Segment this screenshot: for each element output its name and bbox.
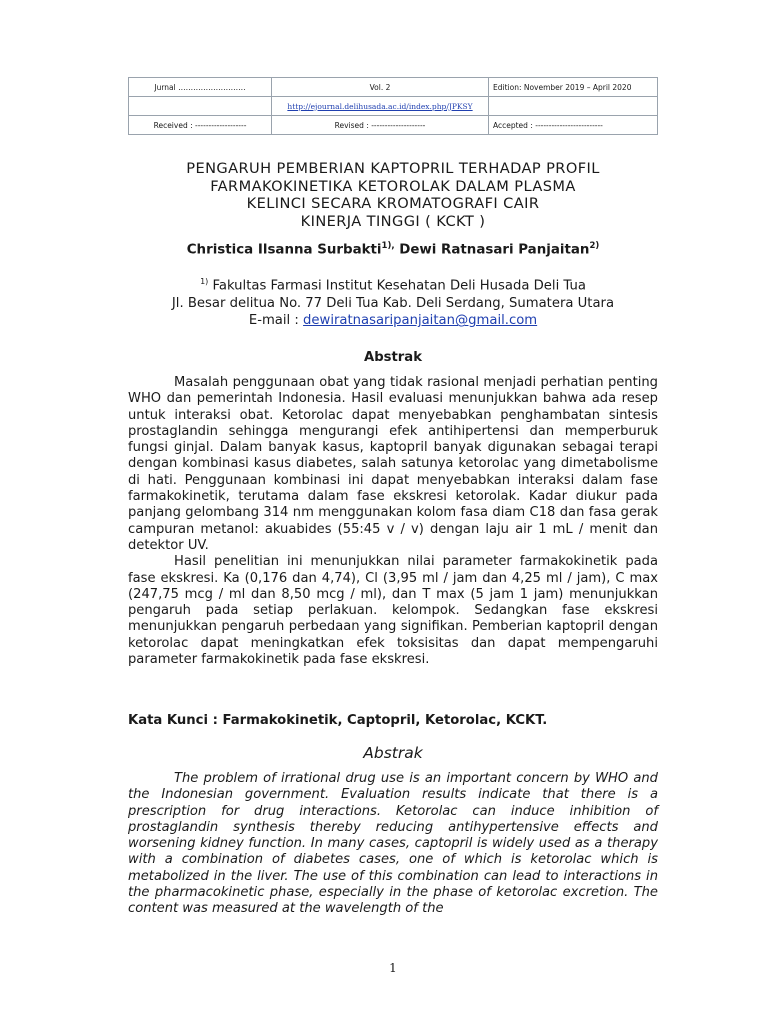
paper-title (100, 160, 686, 230)
abstract-heading-en: Abstrak (363, 744, 423, 762)
abstract-body-id (128, 375, 658, 668)
affiliation-marker: 1) (200, 277, 209, 286)
empty-cell (129, 97, 272, 116)
affiliation-address: Jl. Besar delitua No. 77 Deli Tua Kab. Deli Serdang, Sumatera Utara (171, 295, 615, 311)
journal-name-cell: Jurnal ……………………… (129, 78, 272, 97)
author-2-marker: 2) (589, 241, 600, 251)
email-label: E-mail : (248, 313, 299, 329)
abstract-heading-id: Abstrak (364, 350, 422, 365)
title-line: PENGARUH PEMBERIAN KAPTOPRIL TERHADAP PROFIL (186, 160, 600, 177)
email-link[interactable]: dewiratnasaripanjaitan@gmail.com (303, 313, 538, 329)
affiliation-line-1 (90, 273, 696, 295)
url-cell (272, 97, 489, 116)
abstract-body-en (128, 771, 658, 918)
affiliation-institution: Fakultas Farmasi Institut Kesehatan Deli Husada Deli Tua (212, 278, 586, 294)
received-cell: Received : ------------------- (129, 116, 272, 135)
accepted-cell: Accepted : ------------------------- (489, 116, 658, 135)
affiliation (90, 273, 696, 330)
page-number: 1 (389, 961, 397, 975)
title-line: FARMAKOKINETIKA KETOROLAK DALAM PLASMA (210, 177, 576, 195)
volume-cell: Vol. 2 (272, 78, 489, 97)
authors (100, 241, 686, 257)
author-1: Christica Ilsanna Surbakti (186, 242, 382, 258)
empty-cell (489, 97, 658, 116)
revised-cell: Revised : -------------------- (272, 116, 489, 135)
abstract-paragraph: The problem of irrational drug use is an important concern by WHO and the Indonesian government. Evaluation results indicate that there is a prescription for drug interactions. Ketorolac can induce inhibition of prostaglandin synthesis thereby reducing antihypertensive effects and worsening kidney function. In many cases, captopril is widely used as a therapy with a combination of diabetes cases, one of which is ketorolac which is metabolized in the liver. The use of this combination can lead to interactions in the pharmacokinetic phase, especially in the phase of ketorolac excretion. The content was measured at the wavelength of the (128, 771, 658, 917)
edition-cell: Edition: November 2019 – April 2020 (489, 78, 658, 97)
abstract-paragraph: Hasil penelitian ini menunjukkan nilai parameter farmakokinetik pada fase ekskresi. Ka (0,176 dan 4,74), Cl (3,95 ml / jam dan 4,25 ml / jam), C max (247,75 mcg / ml dan 8,50 mcg / ml), dan T max (5 jam 1 jam) menunjukkan pengaruh pada setiap perlakuan. kelompok. Sedangkan fase ekskresi menunjukkan pengaruh perbedaan yang signifikan. Pemberian kaptopril dengan ketorolac dapat meningkatkan efek toksisitas dan dapat mempengaruhi parameter farmakokinetik pada fase ekskresi. (128, 554, 658, 668)
author-2: Dewi Ratnasari Panjaitan (399, 242, 590, 258)
keywords: Kata Kunci : Farmakokinetik, Captopril, Ketorolac, KCKT. (128, 713, 548, 728)
affiliation-email-line (90, 312, 696, 330)
author-1-marker: 1), (381, 241, 395, 251)
journal-url-link[interactable]: http://ejournal.delihusada.ac.id/index.php/JPKSY (287, 101, 473, 111)
title-line: KINERJA TINGGI ( KCKT ) (300, 212, 486, 230)
abstract-paragraph: Masalah penggunaan obat yang tidak rasional menjadi perhatian penting WHO dan pemerintah Indonesia. Hasil evaluasi menunjukkan bahwa ada resep untuk interaksi obat. Ketorolac dapat menyebabkan penghambatan sintesis prostaglandin sehingga mengurangi efek antihipertensi dan memperburuk fungsi ginjal. Dalam banyak kasus, kaptopril banyak digunakan sebagai terapi dengan kombinasi kasus diabetes, salah satunya ketorolac yang dimetabolisme di hati. Penggunaan kombinasi ini dapat menyebabkan interaksi dalam fase farmakokinetik, terutama dalam fase ekskresi ketorolak. Kadar diukur pada panjang gelombang 314 nm menggunakan kolom fasa diam C18 dan fasa gerak campuran metanol: akuabides (55:45 v / v) dengan laju air 1 mL / menit dan detektor UV. (128, 375, 658, 553)
journal-header-table (128, 77, 658, 135)
title-line: KELINCI SECARA KROMATOGRAFI CAIR (246, 195, 540, 212)
